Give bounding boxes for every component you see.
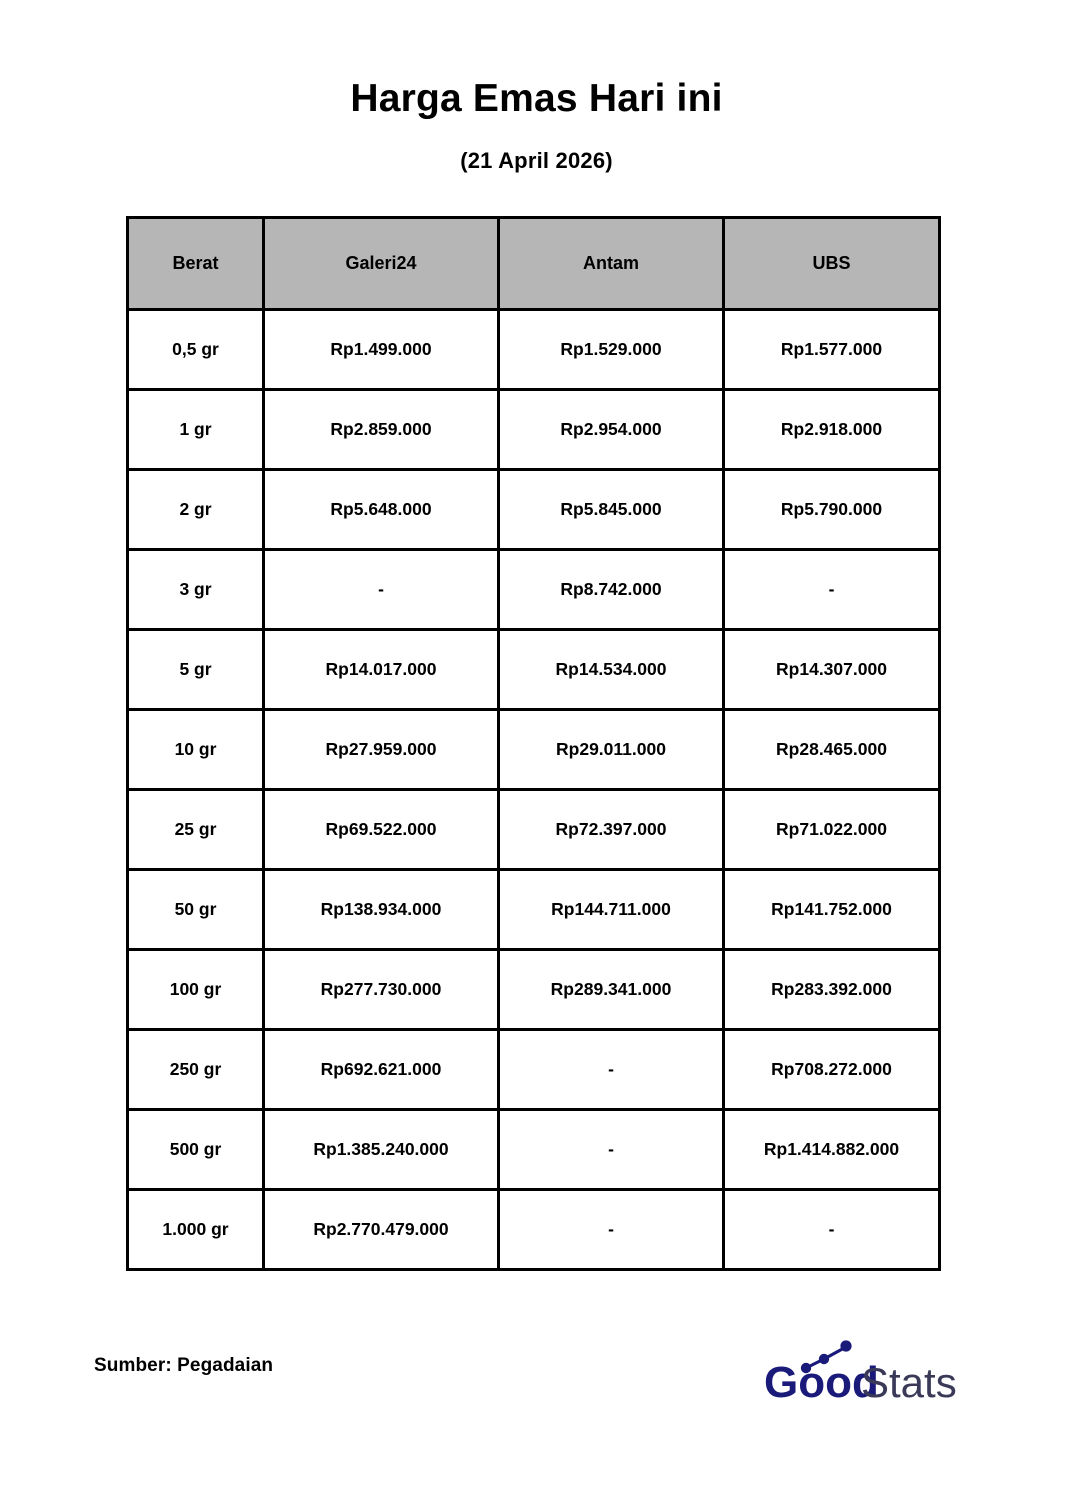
table-row [128, 310, 940, 390]
cell-galeri24: Rp2.859.000 [264, 390, 499, 470]
cell-ubs: Rp71.022.000 [724, 790, 940, 870]
column-header-antam: Antam [499, 218, 724, 310]
cell-berat: 10 gr [128, 710, 264, 790]
cell-galeri24: Rp277.730.000 [264, 950, 499, 1030]
cell-galeri24: Rp69.522.000 [264, 790, 499, 870]
cell-antam: Rp72.397.000 [499, 790, 724, 870]
table-row [128, 630, 940, 710]
cell-berat: 2 gr [128, 470, 264, 550]
cell-galeri24: Rp1.385.240.000 [264, 1110, 499, 1190]
logo-graphic [762, 1335, 962, 1415]
table-row [128, 390, 940, 470]
table-row [128, 550, 940, 630]
table-row [128, 1110, 940, 1190]
goodstats-logo [762, 1335, 962, 1415]
table-header [128, 218, 940, 310]
cell-berat: 25 gr [128, 790, 264, 870]
table-body [128, 310, 940, 1270]
cell-antam: Rp289.341.000 [499, 950, 724, 1030]
cell-antam: - [499, 1190, 724, 1270]
table-row [128, 710, 940, 790]
page-title: Harga Emas Hari ini [350, 77, 723, 120]
cell-galeri24: Rp14.017.000 [264, 630, 499, 710]
cell-antam: Rp29.011.000 [499, 710, 724, 790]
table-row [128, 1030, 940, 1110]
cell-berat: 3 gr [128, 550, 264, 630]
table-row [128, 870, 940, 950]
cell-ubs: Rp28.465.000 [724, 710, 940, 790]
table-row [128, 790, 940, 870]
cell-ubs: Rp5.790.000 [724, 470, 940, 550]
cell-berat: 500 gr [128, 1110, 264, 1190]
cell-galeri24: Rp692.621.000 [264, 1030, 499, 1110]
cell-ubs: Rp1.414.882.000 [724, 1110, 940, 1190]
source-label: Sumber: Pegadaian [94, 1355, 274, 1376]
cell-antam: Rp14.534.000 [499, 630, 724, 710]
table-row [128, 470, 940, 550]
logo-text-good: Good [764, 1358, 879, 1407]
cell-ubs: Rp283.392.000 [724, 950, 940, 1030]
cell-antam: Rp5.845.000 [499, 470, 724, 550]
cell-antam: Rp8.742.000 [499, 550, 724, 630]
cell-galeri24: - [264, 550, 499, 630]
cell-galeri24: Rp138.934.000 [264, 870, 499, 950]
cell-ubs: Rp2.918.000 [724, 390, 940, 470]
column-header-galeri24: Galeri24 [264, 218, 499, 310]
cell-antam: Rp2.954.000 [499, 390, 724, 470]
cell-antam: Rp1.529.000 [499, 310, 724, 390]
cell-ubs: Rp1.577.000 [724, 310, 940, 390]
cell-galeri24: Rp27.959.000 [264, 710, 499, 790]
cell-berat: 1 gr [128, 390, 264, 470]
page-subtitle: (21 April 2026) [460, 147, 613, 173]
column-header-ubs: UBS [724, 218, 940, 310]
cell-berat: 250 gr [128, 1030, 264, 1110]
cell-antam: Rp144.711.000 [499, 870, 724, 950]
cell-berat: 1.000 gr [128, 1190, 264, 1270]
table-row [128, 1190, 940, 1270]
cell-galeri24: Rp2.770.479.000 [264, 1190, 499, 1270]
logo-text-stats: Stats [861, 1359, 957, 1406]
gold-price-table-container [126, 216, 938, 1271]
footer [0, 1345, 1073, 1435]
cell-berat: 100 gr [128, 950, 264, 1030]
cell-galeri24: Rp5.648.000 [264, 470, 499, 550]
table-header-row [128, 218, 940, 310]
cell-berat: 50 gr [128, 870, 264, 950]
title-block [0, 0, 1073, 174]
table-row [128, 950, 940, 1030]
cell-ubs: - [724, 1190, 940, 1270]
column-header-berat: Berat [128, 218, 264, 310]
cell-ubs: Rp141.752.000 [724, 870, 940, 950]
cell-ubs: Rp14.307.000 [724, 630, 940, 710]
gold-price-table [126, 216, 941, 1271]
cell-antam: - [499, 1030, 724, 1110]
cell-ubs: Rp708.272.000 [724, 1030, 940, 1110]
cell-ubs: - [724, 550, 940, 630]
cell-berat: 0,5 gr [128, 310, 264, 390]
cell-antam: - [499, 1110, 724, 1190]
cell-berat: 5 gr [128, 630, 264, 710]
cell-galeri24: Rp1.499.000 [264, 310, 499, 390]
